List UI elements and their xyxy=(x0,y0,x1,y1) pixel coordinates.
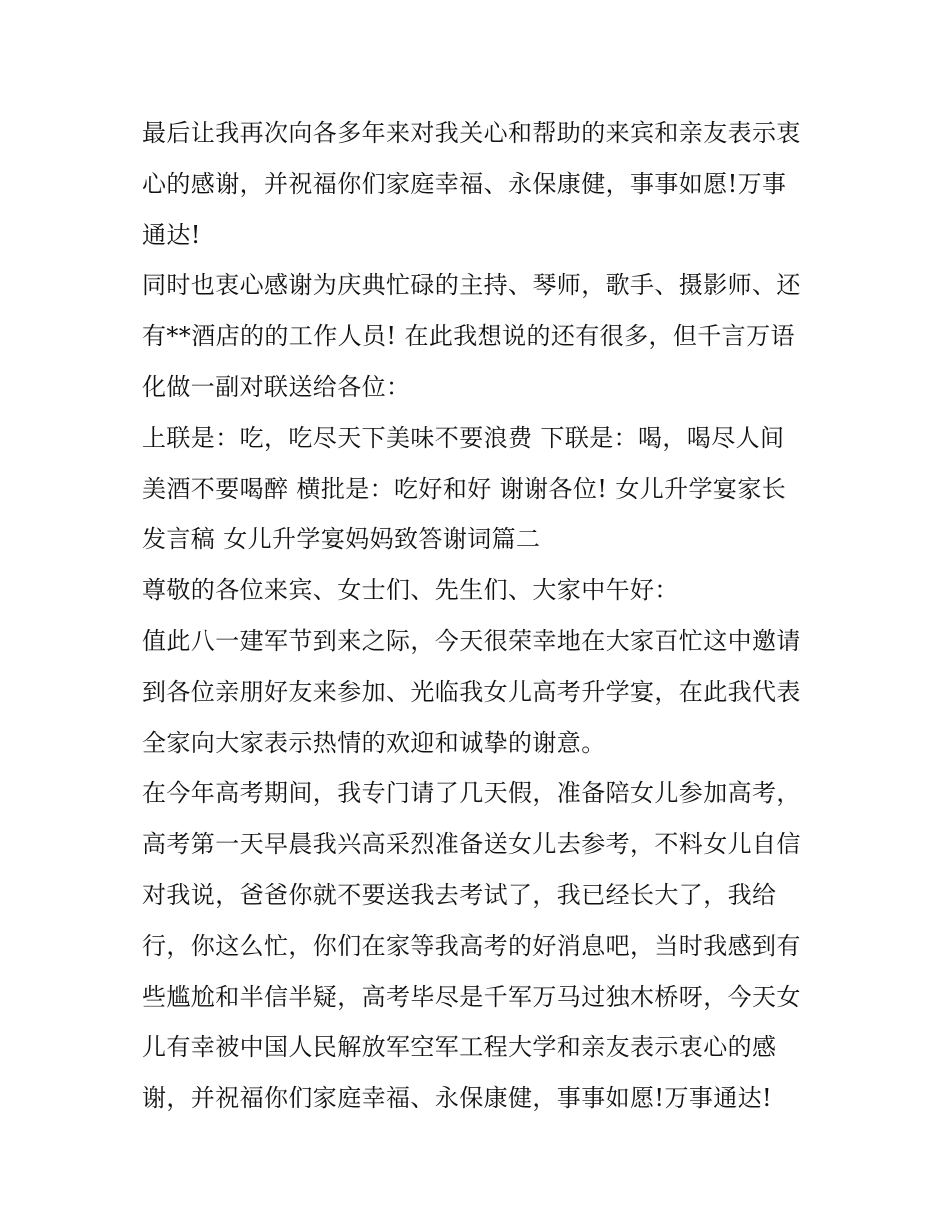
text-line: 发言稿 女儿升学宴妈妈致答谢词篇二 xyxy=(142,525,541,554)
text-line: 通达! xyxy=(142,220,201,249)
text-line: 行，你这么忙，你们在家等我高考的好消息吧，当时我感到有 xyxy=(142,931,801,960)
text-line: 些尴尬和半信半疑，高考毕尽是千军万马过独木桥呀，今天女 xyxy=(142,982,801,1011)
text-line: 值此八一建军节到来之际，今天很荣幸地在大家百忙这中邀请 xyxy=(142,626,801,655)
text-line: 上联是：吃，吃尽天下美味不要浪费 下联是：喝，喝尽人间 xyxy=(142,423,785,452)
text-line: 化做一副对联送给各位： xyxy=(142,372,411,401)
text-line: 到各位亲朋好友来参加、光临我女儿高考升学宴，在此我代表 xyxy=(142,677,801,706)
text-line: 对我说，爸爸你就不要送我去考试了，我已经长大了，我给 xyxy=(142,880,777,909)
text-line: 儿有幸被中国人民解放军空军工程大学和亲友表示衷心的感 xyxy=(142,1033,777,1062)
text-line: 高考第一天早晨我兴高采烈准备送女儿去参考，不料女儿自信 xyxy=(142,830,801,859)
text-line: 有**酒店的的工作人员! 在此我想说的还有很多，但千言万语 xyxy=(142,322,795,351)
text-line: 同时也衷心感谢为庆典忙碌的主持、琴师，歌手、摄影师、还 xyxy=(142,271,801,300)
text-line: 在今年高考期间，我专门请了几天假，准备陪女儿参加高考， xyxy=(142,779,801,808)
text-line: 最后让我再次向各多年来对我关心和帮助的来宾和亲友表示衷 xyxy=(142,119,801,147)
text-line: 美酒不要喝醉 横批是：吃好和好 谢谢各位! 女儿升学宴家长 xyxy=(142,474,787,503)
text-line: 谢，并祝福你们家庭幸福、永保康健，事事如愿!万事通达! xyxy=(142,1084,773,1113)
text-line: 全家向大家表示热情的欢迎和诚挚的谢意。 xyxy=(142,728,606,757)
text-line: 尊敬的各位来宾、女士们、先生们、大家中午好： xyxy=(142,576,679,605)
document-body xyxy=(142,108,822,1124)
text-line: 心的感谢，并祝福你们家庭幸福、永保康健，事事如愿!万事 xyxy=(142,169,787,198)
